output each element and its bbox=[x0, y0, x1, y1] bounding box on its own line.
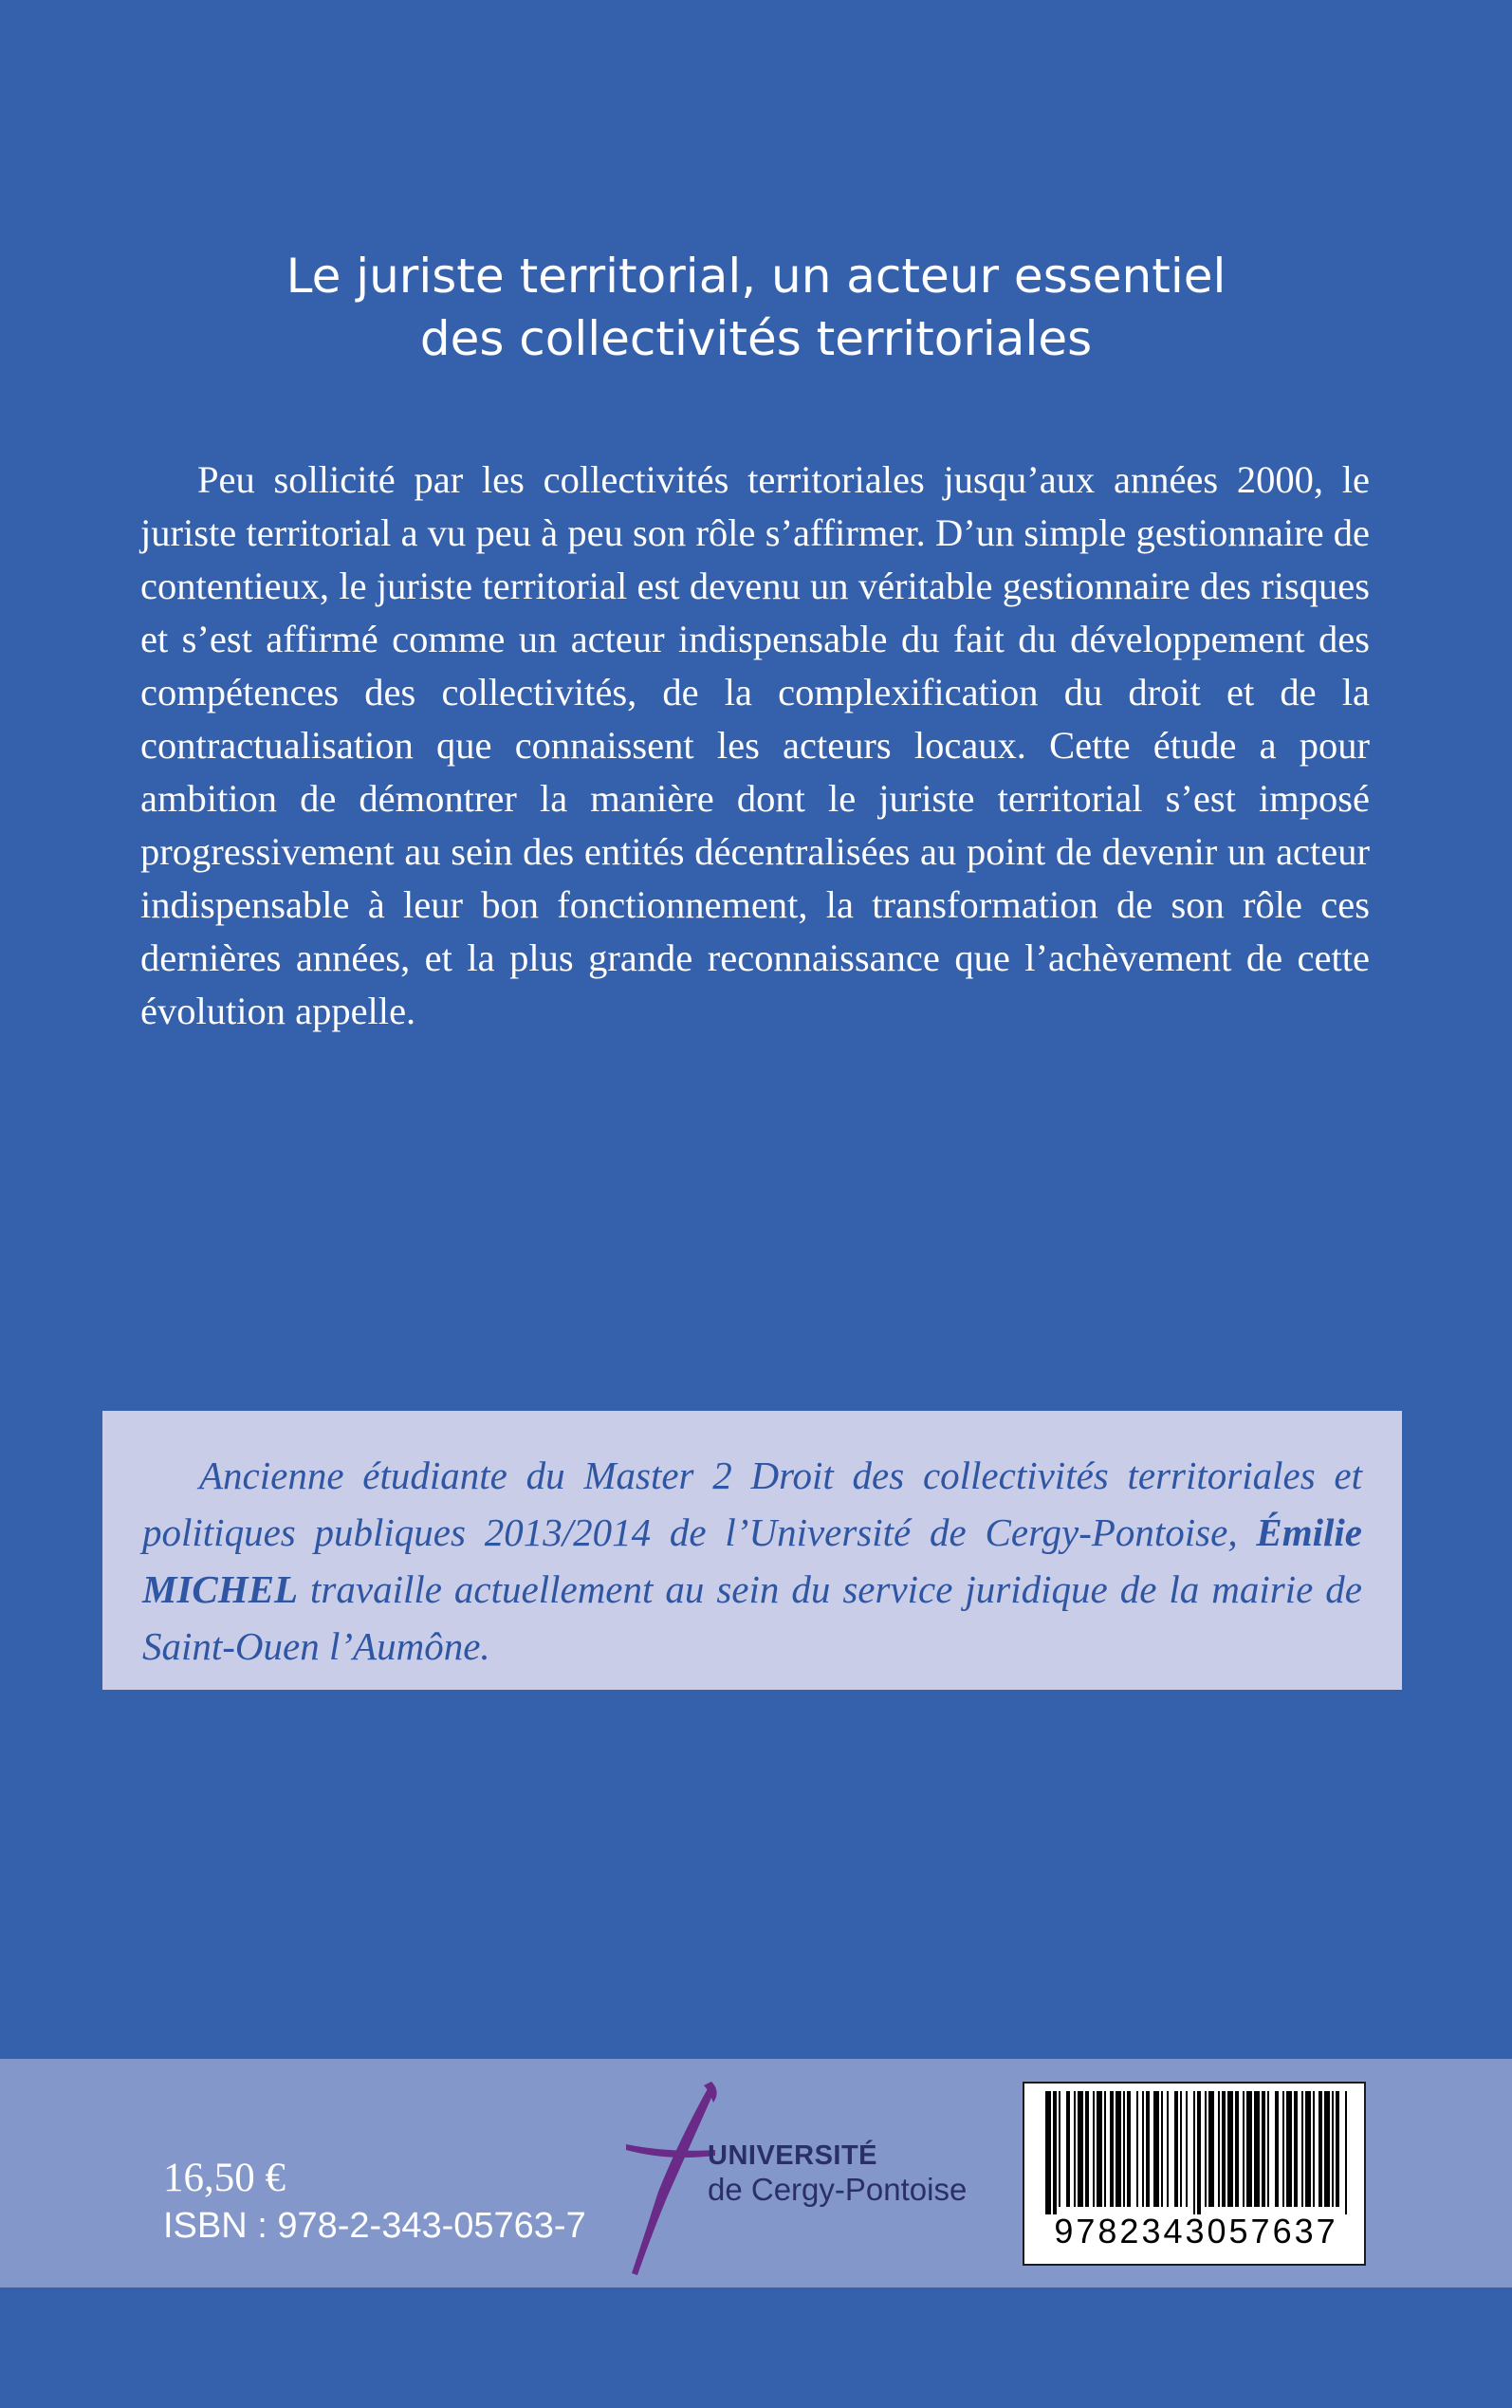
price: 16,50 € bbox=[163, 2156, 286, 2200]
barcode-bar bbox=[1197, 2091, 1201, 2214]
barcode-bar bbox=[1275, 2091, 1279, 2207]
barcode-bar bbox=[1142, 2091, 1144, 2207]
title-line-2: des collectivités territoriales bbox=[419, 311, 1093, 366]
barcode-bar bbox=[1227, 2091, 1233, 2207]
barcode-bar bbox=[1318, 2091, 1322, 2207]
barcode-bar bbox=[1053, 2091, 1057, 2214]
barcode-bar bbox=[1146, 2091, 1150, 2207]
barcode-bar bbox=[1324, 2091, 1330, 2207]
barcode-bar bbox=[1205, 2091, 1207, 2207]
barcode-bar bbox=[1167, 2091, 1169, 2207]
barcode-bar bbox=[1286, 2091, 1292, 2207]
barcode-bar bbox=[1246, 2091, 1252, 2207]
barcode-bar bbox=[1313, 2091, 1315, 2207]
book-title bbox=[95, 245, 1417, 370]
barcode-bar bbox=[1336, 2091, 1339, 2207]
barcode-bar bbox=[1267, 2091, 1269, 2207]
barcode-bar bbox=[1180, 2091, 1182, 2207]
barcode-bar bbox=[1116, 2091, 1121, 2207]
barcode-bar bbox=[1136, 2091, 1138, 2207]
author-bio-outro: travaille actuellement au sein du service juridique de la mairie de Saint-Ouen l’Aumône. bbox=[142, 1567, 1362, 1668]
barcode-bar bbox=[1045, 2091, 1051, 2214]
author-bio bbox=[142, 1447, 1362, 1675]
barcode-bar bbox=[1186, 2091, 1188, 2207]
barcode-bar bbox=[1345, 2091, 1347, 2214]
author-bio-box bbox=[102, 1411, 1402, 1690]
publisher-logo bbox=[617, 2078, 977, 2296]
title-line-1: Le juriste territorial, un acteur essentiel bbox=[286, 249, 1226, 304]
barcode-bar bbox=[1074, 2091, 1076, 2207]
barcode-bar bbox=[1161, 2091, 1163, 2207]
barcode bbox=[1023, 2082, 1366, 2266]
barcode-bar bbox=[1078, 2091, 1083, 2207]
barcode-bar bbox=[1110, 2091, 1114, 2207]
barcode-bar bbox=[1085, 2091, 1089, 2207]
barcode-bar bbox=[1305, 2091, 1311, 2207]
barcode-bar bbox=[1254, 2091, 1260, 2207]
barcode-bar bbox=[1123, 2091, 1125, 2207]
logo-university: UNIVERSITÉ bbox=[708, 2140, 878, 2171]
author-bio-intro: Ancienne étudiante du Master 2 Droit des collectivités territoriales et politiques publiques 2013/2014 de l’Université de Cergy-Pontoise, bbox=[142, 1454, 1362, 1554]
barcode-bar bbox=[1282, 2091, 1284, 2207]
barcode-bar bbox=[1208, 2091, 1214, 2207]
logo-cergy-pontoise: de Cergy-Pontoise bbox=[708, 2172, 968, 2207]
barcode-bar bbox=[1294, 2091, 1298, 2207]
barcode-bar bbox=[1066, 2091, 1070, 2207]
barcode-bar bbox=[1174, 2091, 1178, 2207]
barcode-bar bbox=[1127, 2091, 1131, 2207]
barcode-icon bbox=[1045, 2091, 1347, 2214]
isbn: ISBN : 978-2-343-05763-7 bbox=[163, 2206, 586, 2246]
barcode-bar bbox=[1332, 2091, 1334, 2207]
barcode-bar bbox=[1218, 2091, 1220, 2207]
barcode-bar bbox=[1301, 2091, 1303, 2207]
barcode-bar bbox=[1193, 2091, 1195, 2214]
author-name: Émilie MICHEL bbox=[142, 1510, 1362, 1611]
barcode-bar bbox=[1243, 2091, 1245, 2207]
barcode-bar bbox=[1153, 2091, 1159, 2207]
barcode-bar bbox=[1222, 2091, 1226, 2207]
barcode-bar bbox=[1235, 2091, 1239, 2207]
barcode-bar bbox=[1093, 2091, 1095, 2207]
barcode-bar bbox=[1104, 2091, 1106, 2207]
barcode-digits: 9782343057637 bbox=[1054, 2212, 1338, 2251]
book-summary: Peu sollicité par les collectivités territoriales jusqu’aux années 2000, le juriste territorial a vu peu à peu son rôle s’affirmer. D’un simple gestionnaire de contentieux, le juriste territorial est devenu un véritable gestionnaire des risques et s’est affirmé comme un acteur indispensable du fait du développement des compétences des collectivités, de la complexification du droit et de la contractualisation que connaissent les acteurs locaux. Cette étude a pour ambition de démontrer la manière dont le juriste territorial s’est imposé progressivement au sein des entités décentralisées au point de devenir un acteur indispensable à leur bon fonctionnement, la transformation de son rôle ces dernières années, et la plus grande reconnaissance que l’achèvement de cette évolution appelle. bbox=[140, 458, 1370, 1032]
barcode-bar bbox=[1262, 2091, 1265, 2207]
barcode-bar bbox=[1059, 2091, 1060, 2207]
barcode-bar bbox=[1097, 2091, 1102, 2207]
